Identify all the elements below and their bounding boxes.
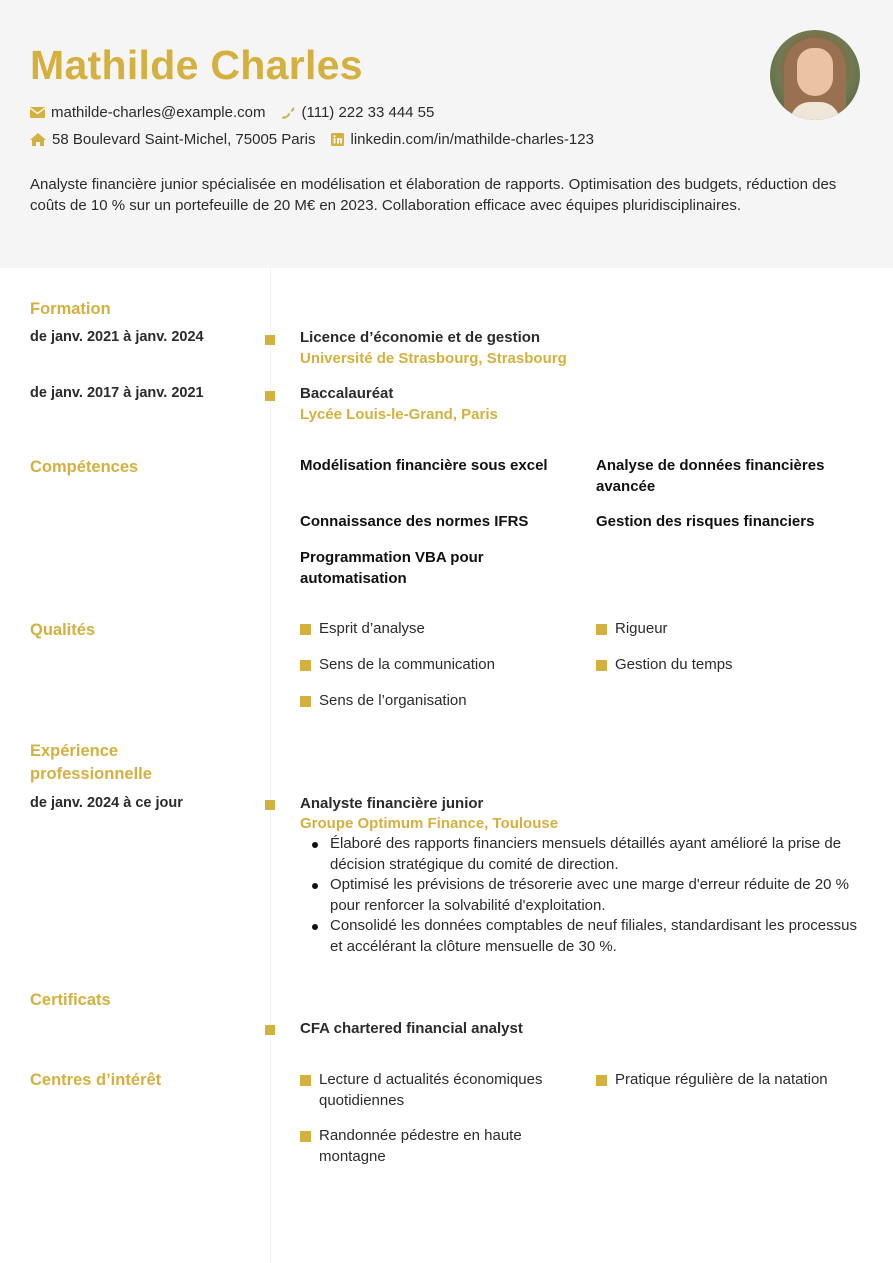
section-title: Centres d’intérêt — [30, 1071, 162, 1089]
formation-degree: Licence d’économie et de gestion — [300, 329, 541, 346]
contact-row-1 — [30, 104, 450, 121]
formation-date: de janv. 2021 à janv. 2024 — [30, 329, 204, 345]
section-title: Expérience professionnelle — [30, 742, 152, 783]
candidate-name: Mathilde Charles — [30, 42, 363, 88]
section-title: Compétences — [30, 458, 139, 476]
envelope-icon — [30, 107, 45, 118]
skill-item: Modélisation financière sous excel — [300, 457, 548, 474]
address-text: 58 Boulevard Saint-Michel, 75005 Paris — [52, 131, 316, 148]
contact-row-2 — [30, 131, 610, 148]
home-icon — [30, 133, 46, 146]
linkedin-icon — [331, 133, 344, 146]
email-contact[interactable] — [30, 104, 265, 121]
linkedin-contact[interactable] — [331, 131, 593, 148]
profile-photo — [770, 30, 860, 120]
quality-item: Sens de la communication — [300, 655, 570, 676]
experience-company: Groupe Optimum Finance, Toulouse — [300, 815, 559, 832]
interest-item: Lecture d actualités économiques quotidiennes — [300, 1070, 555, 1111]
timeline-divider — [270, 268, 271, 1263]
interest-item: Pratique régulière de la natation — [596, 1070, 866, 1091]
timeline-marker — [265, 800, 275, 810]
phone-contact[interactable] — [281, 104, 434, 121]
skill-item: Gestion des risques financiers — [596, 513, 815, 530]
skill-item: Programmation VBA pour automatisation — [300, 549, 484, 587]
section-title: Formation — [30, 300, 111, 318]
formation-date: de janv. 2017 à janv. 2021 — [30, 385, 204, 401]
quality-item: Gestion du temps — [596, 655, 866, 676]
linkedin-text: linkedin.com/in/mathilde-charles-123 — [350, 131, 594, 148]
section-title: Certificats — [30, 991, 111, 1009]
email-text: mathilde-charles@example.com — [51, 104, 266, 121]
timeline-marker — [265, 1025, 275, 1035]
timeline-marker — [265, 391, 275, 401]
formation-school: Lycée Louis-le-Grand, Paris — [300, 406, 498, 423]
experience-role: Analyste financière junior — [300, 795, 484, 812]
section-title: Qualités — [30, 621, 96, 639]
interest-item: Randonnée pédestre en haute montagne — [300, 1126, 555, 1167]
quality-item: Rigueur — [596, 619, 866, 640]
responsibilities-list — [300, 834, 860, 957]
timeline-marker — [265, 335, 275, 345]
experience-date: de janv. 2024 à ce jour — [30, 795, 183, 811]
responsibility-item: Consolidé les données comptables de neuf filiales, standardisant les processus et accélérant la clôture mensuelle de 30 %. — [300, 916, 860, 957]
quality-item: Esprit d’analyse — [300, 619, 570, 640]
quality-item: Sens de l’organisation — [300, 691, 570, 712]
profile-summary: Analyste financière junior spécialisée en modélisation et élaboration de rapports. Optimisation des budgets, réduction des coûts de 10 % sur un portefeuille de 20 M€ en 2023. Collaboration efficace avec équipes pluridisciplinaires. — [30, 176, 837, 214]
formation-school: Université de Strasbourg, Strasbourg — [300, 350, 567, 367]
formation-degree: Baccalauréat — [300, 385, 394, 402]
skill-item: Analyse de données financières avancée — [596, 457, 825, 495]
address-contact — [30, 131, 315, 148]
responsibility-item: Élaboré des rapports financiers mensuels détaillés ayant amélioré la prise de décision stratégique du comité de direction. — [300, 834, 860, 875]
certificate-item: CFA chartered financial analyst — [300, 1020, 523, 1037]
resume-header — [0, 0, 893, 268]
skill-item: Connaissance des normes IFRS — [300, 513, 529, 530]
phone-text: (111) 222 33 444 55 — [301, 104, 435, 121]
phone-icon — [281, 106, 295, 120]
responsibility-item: Optimisé les prévisions de trésorerie avec une marge d'erreur réduite de 20 % pour renforcer la solvabilité d'exploitation. — [300, 875, 860, 916]
